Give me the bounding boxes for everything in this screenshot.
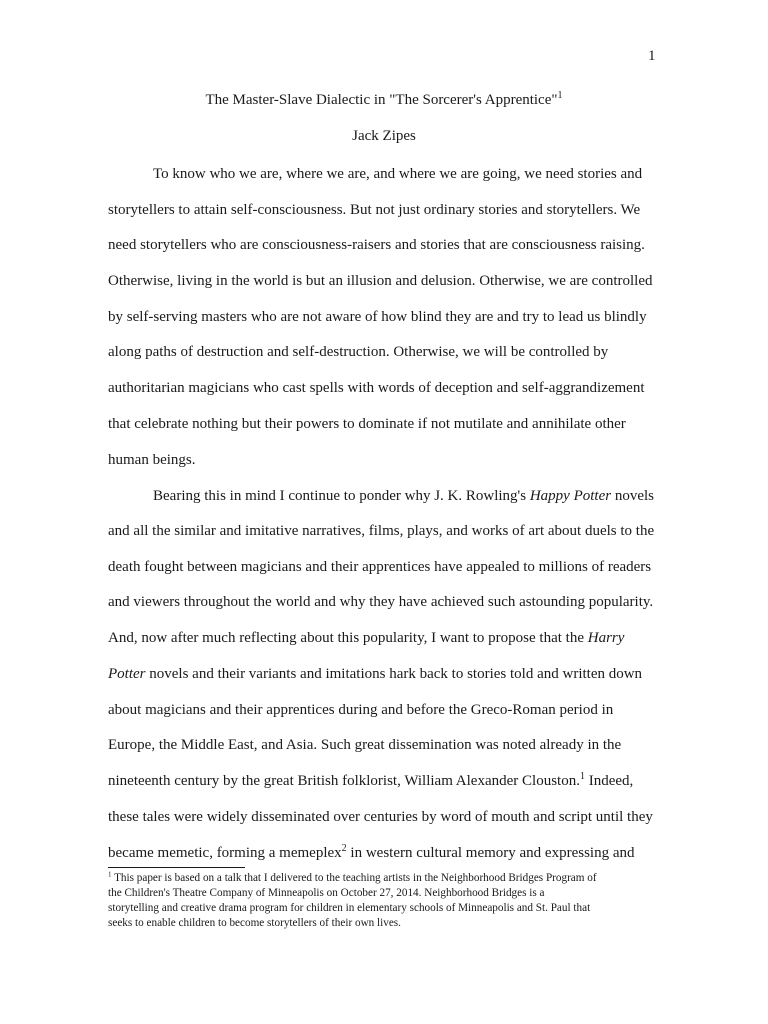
footnote-line [108, 871, 597, 885]
footnote-reference: 1 [579, 771, 585, 782]
title-text: The Master-Slave Dialectic in "The Sorcerer's Apprentice" [205, 92, 558, 108]
body-line: about magicians and their apprentices during and before the Greco-Roman period in [108, 702, 614, 718]
body-line [108, 771, 633, 791]
title-footnote-marker: 1 [557, 90, 563, 101]
footnote-line: the Children's Theatre Company of Minneapolis on October 27, 2014. Neighborhood Bridges is a [108, 887, 545, 899]
body-line [108, 664, 642, 684]
body-line: authoritarian magicians who cast spells with words of deception and self-aggrandizement [108, 380, 645, 396]
document-title [0, 92, 768, 109]
author-name: Jack Zipes [352, 128, 416, 144]
footnote-marker: 1 [108, 870, 112, 879]
body-line: Europe, the Middle East, and Asia. Such great dissemination was noted already in the [108, 737, 622, 753]
footnote-reference: 2 [341, 843, 347, 854]
page-number: 1 [648, 48, 656, 64]
book-title-italic: Happy Potter [529, 488, 612, 504]
footnote-line: storytelling and creative drama program for children in elementary schools of Minneapolis and St. Paul that [108, 902, 591, 914]
text-run: novels and their variants and imitations hark back to stories told and written down [145, 666, 643, 682]
text-run: in western cultural memory and expressing and [346, 845, 635, 861]
text-run: And, now after much reflecting about this popularity, I want to propose that the [108, 630, 588, 646]
body-line: Otherwise, living in the world is but an illusion and delusion. Otherwise, we are controlled [108, 273, 653, 289]
text-run: nineteenth century by the great British folklorist, William Alexander Clouston. [108, 773, 580, 789]
body-line: To know who we are, where we are, and where we are going, we need stories and [153, 166, 643, 182]
text-run: Bearing this in mind I continue to ponder why J. K. Rowling's [153, 488, 530, 504]
body-line: and all the similar and imitative narratives, films, plays, and works of art about duels to the [108, 523, 655, 539]
body-line [108, 843, 635, 863]
body-line: and viewers throughout the world and why they have achieved such astounding popularity. [108, 594, 654, 610]
body-line [153, 486, 654, 506]
body-line: death fought between magicians and their apprentices have appealed to millions of readers [108, 559, 652, 575]
body-line: by self-serving masters who are not aware of how blind they are and try to lead us blindly [108, 309, 647, 325]
text-run: became memetic, forming a memeplex [108, 845, 342, 861]
body-line: along paths of destruction and self-destruction. Otherwise, we will be controlled by [108, 344, 609, 360]
text-run: Indeed, [584, 773, 634, 789]
body-line: storytellers to attain self-consciousness. But not just ordinary stories and storytellers. We [108, 202, 641, 218]
body-line [108, 628, 624, 648]
body-line: need storytellers who are consciousness-raisers and stories that are consciousness raising. [108, 237, 645, 253]
footnote-text: This paper is based on a talk that I delivered to the teaching artists in the Neighborhood Bridges Program of [111, 872, 597, 884]
book-title-italic: Potter [108, 666, 146, 682]
footnote-line: seeks to enable children to become storytellers of their own lives. [108, 917, 401, 929]
body-line: these tales were widely disseminated over centuries by word of mouth and script until they [108, 809, 653, 825]
text-run: novels [611, 488, 654, 504]
book-title-italic: Harry [587, 630, 625, 646]
footnote-separator [108, 867, 245, 868]
body-line: human beings. [108, 452, 196, 468]
body-line: that celebrate nothing but their powers to dominate if not mutilate and annihilate other [108, 416, 626, 432]
